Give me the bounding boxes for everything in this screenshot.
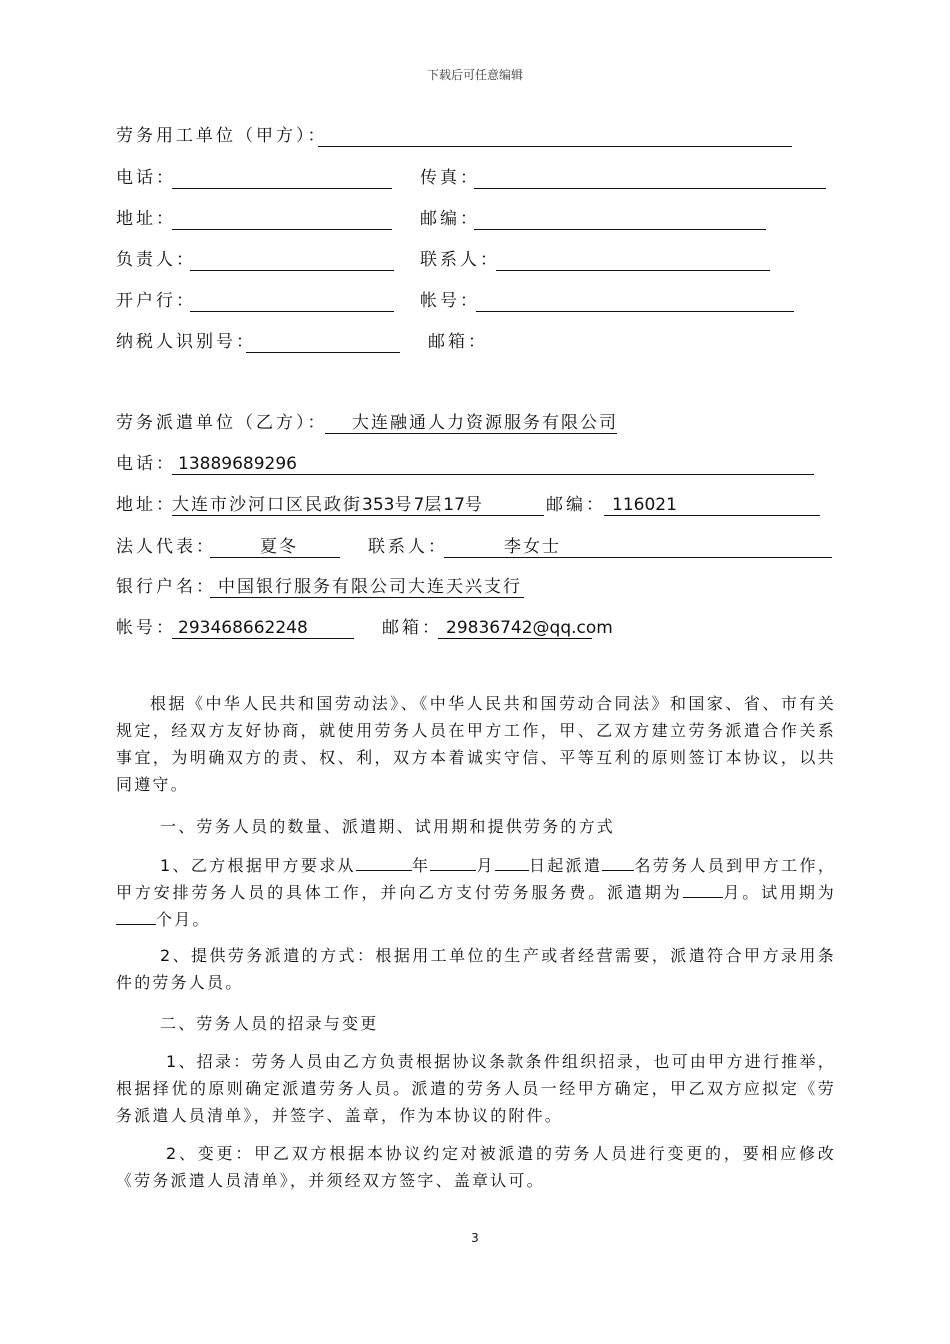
party-b-unit-underline [325,433,617,434]
party-a-contact-label: 联系人： [420,250,500,270]
party-b-address-value [172,493,484,517]
section-2-paragraph-1: 1、招录：劳务人员由乙方负责根据协议条款条件组织招录，也可由甲方进行推举，根据择优的原则确定派遣劳务人员。派遣的劳务人员一经甲方确定，甲乙双方应拟定《劳务派遣人员清单》，并签字、盖章，作为本协议的附件。 [116,1052,836,1125]
section-2-title: 二、劳务人员的招录与变更 [160,1014,379,1033]
party-b-contact-underline [444,557,832,558]
section-1-title: 一、劳务人员的数量、派遣期、试用期和提供劳务的方式 [160,817,616,836]
start-year-blank[interactable] [356,852,412,871]
s1-text-e: 名劳务人员到甲方工作，甲方安排劳务人员的具体工作，并向乙方支付劳务服务费。派遣期为 [116,856,837,902]
party-b-phone-value: 13889689296 [178,454,297,474]
party-b-bank-value: 中国银行服务有限公司大连天兴支行 [218,577,522,597]
worker-count-blank[interactable] [602,852,634,871]
party-a-bank-label: 开户行： [116,291,196,311]
party-a-fax-label: 传真： [420,168,480,188]
party-a-account-field[interactable] [476,311,794,312]
header-note: 下载后可任意编辑 [426,68,523,82]
party-a-postcode-label: 邮编： [420,209,480,229]
party-b-contact-label: 联系人： [368,537,448,557]
start-month-blank[interactable] [430,852,476,871]
party-a-taxid-field[interactable] [246,352,400,353]
party-a-taxid-label: 纳税人识别号： [116,332,256,352]
party-b-account-value: 293468662248 [178,618,308,638]
s1-text-b: 年 [411,856,431,875]
party-a-phone-field[interactable] [172,188,392,189]
party-a-leader-field[interactable] [190,270,394,271]
party-a-contact-field[interactable] [496,270,770,271]
party-b-account-label: 帐号： [116,618,176,638]
party-a-unit-label: 劳务用工单位（甲方）： [116,126,328,146]
party-b-bank-label: 银行户名： [116,577,216,597]
party-a-bank-field[interactable] [190,311,394,312]
party-a-phone-label: 电话： [116,168,176,188]
address-floor-number: 7 [413,495,425,515]
party-a-postcode-field[interactable] [474,229,766,230]
address-unit-hao-2: 号 [464,495,484,515]
s1-text-f: 月。试用期为 [722,883,836,902]
party-b-postcode-underline [604,515,820,516]
intro-paragraph: 根据《中华人民共和国劳动法》、《中华人民共和国劳动合同法》和国家、省、市有关规定，经双方友好协商，就使用劳务人员在甲方工作，甲、乙双方建立劳务派遣合作关系事宜，为明确双方的责、权、利，双方本着诚实守信、平等互利的原则签订本协议，以共同遵守。 [116,694,836,794]
party-b-phone-underline [172,474,814,475]
section-1-paragraph-2: 2、提供劳务派遣的方式：根据用工单位的生产或者经营需要，派遣符合甲方录用条件的劳务人员。 [116,946,836,992]
party-b-email-underline [438,638,592,639]
party-a-fax-field[interactable] [474,188,826,189]
party-b-legal-label: 法人代表： [116,537,216,557]
party-b-postcode-label: 邮编： [546,495,606,515]
address-unit-hao: 号 [394,495,414,515]
probation-period-blank[interactable] [116,906,156,925]
section-2-paragraph-2: 2、变更：甲乙双方根据本协议约定对被派遣的劳务人员进行变更的，要相应修改《劳务派遣人员清单》，并须经双方签字、盖章认可。 [116,1144,836,1190]
party-a-unit-field[interactable] [318,146,792,147]
s1-text-c: 月 [476,856,495,875]
party-b-unit-label: 劳务派遣单位（乙方）： [116,413,328,433]
party-b-phone-label: 电话： [116,454,176,474]
party-b-bank-underline [210,597,524,598]
party-b-unit-value: 大连融通人力资源服务有限公司 [352,413,618,433]
party-a-address-label: 地址： [116,209,176,229]
s1-text-a: 1、乙方根据甲方要求从 [160,856,356,875]
party-b-postcode-value: 116021 [612,495,677,515]
party-a-email-label: 邮箱： [428,332,488,352]
party-a-address-field[interactable] [172,229,392,230]
party-b-email-label: 邮箱： [382,618,442,638]
party-b-address-underline [172,515,544,516]
party-a-leader-label: 负责人： [116,250,196,270]
party-b-legal-value: 夏冬 [260,537,298,557]
party-b-account-underline [172,638,354,639]
start-day-blank[interactable] [495,852,529,871]
s1-text-d: 日起派遣 [528,856,603,875]
page-number: 3 [471,1231,479,1245]
address-unit-ceng: 层 [424,495,444,515]
party-b-email-value: 29836742@qq.com [446,618,613,638]
s1-text-g: 个月。 [156,910,211,929]
party-b-address-label: 地址： [116,495,176,515]
dispatch-period-blank[interactable] [683,879,723,898]
address-number: 353 [362,495,395,515]
party-b-legal-underline [210,557,340,558]
party-a-account-label: 帐号： [420,291,480,311]
address-street: 大连市沙河口区民政街 [172,495,362,515]
section-1-paragraph-1 [116,852,836,933]
address-room-number: 17 [443,495,465,515]
party-b-contact-value: 李女士 [504,537,561,557]
